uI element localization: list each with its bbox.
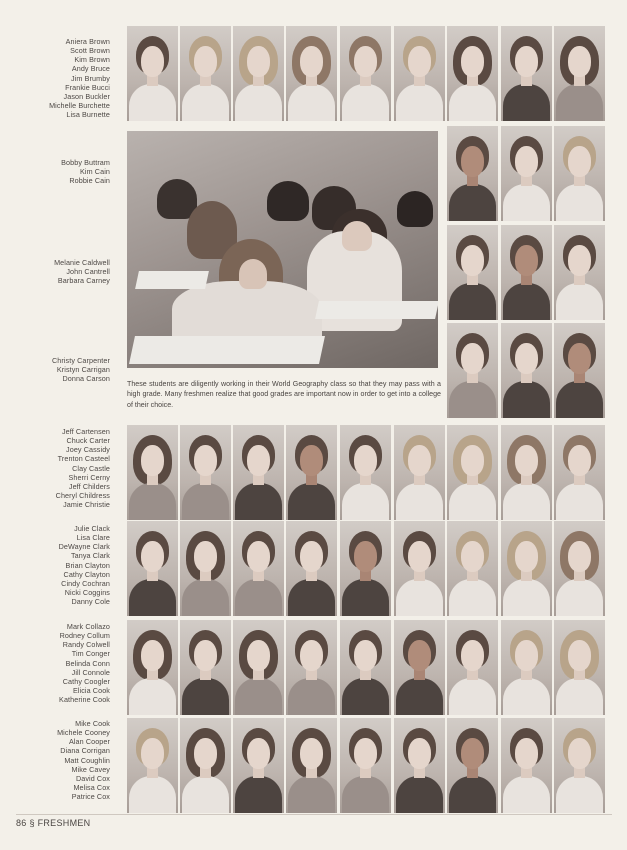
student-name: Matt Coughlin: [64, 755, 110, 765]
student-name: Elicia Cook: [72, 686, 110, 696]
student-portrait: [501, 521, 552, 616]
student-portrait: [447, 323, 498, 418]
student-portrait: [554, 620, 605, 715]
student-portrait: [180, 620, 231, 715]
student-name: Scott Brown: [70, 46, 110, 56]
photo-caption: These students are diligently working in their World Geography class so that they may pass with a high grade. Many freshmen realize that good grades are important now in order to get into a college of their choice.: [127, 380, 441, 409]
student-name: John Cantrell: [66, 267, 110, 277]
classroom-photo: [127, 131, 438, 368]
student-portrait: [340, 521, 391, 616]
student-name: Andy Bruce: [71, 64, 110, 74]
student-name: Danny Cole: [71, 597, 110, 607]
student-name: Jim Brumby: [71, 73, 110, 83]
student-portrait: [127, 521, 178, 616]
names-block-3: [14, 258, 110, 285]
section-title: FRESHMEN: [37, 818, 91, 828]
student-portrait: [447, 26, 498, 121]
student-name: Cathy Clayton: [63, 569, 110, 579]
student-portrait: [340, 425, 391, 520]
student-name: Cathy Coogler: [62, 676, 110, 686]
student-portrait: [233, 425, 284, 520]
student-portrait: [286, 718, 337, 813]
student-name: Joey Cassidy: [66, 445, 110, 455]
student-portrait: [340, 718, 391, 813]
student-name: Randy Colwell: [62, 640, 110, 650]
student-name: Jamie Christie: [63, 500, 110, 510]
student-portrait: [501, 126, 552, 221]
student-portrait: [554, 225, 605, 320]
student-name: Kim Cain: [80, 167, 110, 177]
student-portrait: [394, 718, 445, 813]
student-name: Mike Cavey: [71, 764, 110, 774]
student-name: Nicki Coggins: [64, 588, 110, 598]
student-portrait: [340, 620, 391, 715]
student-name: Cheryl Childress: [55, 491, 110, 501]
names-block-2: [14, 158, 110, 185]
student-portrait: [127, 26, 178, 121]
student-name: Brian Clayton: [65, 560, 110, 570]
student-portrait: [127, 620, 178, 715]
student-portrait: [447, 425, 498, 520]
student-portrait: [127, 718, 178, 813]
student-name: Bobby Buttram: [61, 158, 110, 167]
student-portrait: [180, 718, 231, 813]
student-name: Mark Collazo: [66, 622, 110, 631]
student-name: Michelle Burchette: [49, 101, 110, 111]
student-name: Rodney Collum: [59, 631, 110, 641]
student-portrait: [233, 718, 284, 813]
student-portrait: [180, 26, 231, 121]
student-portrait: [394, 521, 445, 616]
student-portrait: [286, 521, 337, 616]
page-footer: [16, 818, 90, 828]
student-portrait: [233, 620, 284, 715]
student-name: Kristyn Carrigan: [56, 365, 110, 375]
student-portrait: [554, 521, 605, 616]
student-name: Michele Cooney: [57, 728, 110, 738]
student-name: Patrice Cox: [71, 792, 110, 802]
student-name: Katherine Cook: [59, 695, 110, 705]
student-portrait: [447, 718, 498, 813]
student-name: Cindy Cochran: [61, 578, 110, 588]
student-name: Melanie Caldwell: [54, 258, 110, 267]
student-name: Jeff Childers: [68, 481, 110, 491]
student-portrait: [286, 425, 337, 520]
student-portrait: [180, 425, 231, 520]
student-portrait: [233, 521, 284, 616]
student-portrait: [554, 126, 605, 221]
names-block-6: [14, 524, 110, 606]
student-portrait: [394, 425, 445, 520]
student-portrait: [447, 521, 498, 616]
student-portrait: [501, 718, 552, 813]
student-name: Jill Connole: [71, 667, 110, 677]
student-portrait: [554, 425, 605, 520]
student-portrait: [233, 26, 284, 121]
student-portrait: [394, 26, 445, 121]
student-name: Kim Brown: [74, 55, 110, 65]
student-portrait: [501, 225, 552, 320]
student-name: Trenton Casteel: [57, 454, 110, 464]
student-portrait: [554, 323, 605, 418]
student-name: Melisa Cox: [73, 783, 110, 793]
student-name: Alan Cooper: [68, 737, 110, 747]
student-portrait: [447, 620, 498, 715]
student-name: Sherri Cerny: [68, 472, 110, 482]
student-name: Lisa Burnette: [66, 110, 110, 120]
student-name: Frankie Bucci: [65, 82, 110, 92]
student-name: Chuck Carter: [66, 436, 110, 446]
student-portrait: [554, 718, 605, 813]
student-name: Jason Buckler: [63, 91, 110, 101]
names-block-8: [14, 719, 110, 801]
student-portrait: [447, 225, 498, 320]
footer-rule: [16, 814, 612, 815]
student-name: Tim Conger: [71, 649, 110, 659]
student-name: Jeff Cartensen: [61, 427, 110, 436]
student-name: Belinda Conn: [65, 658, 110, 668]
student-name: Christy Carpenter: [51, 356, 110, 365]
student-portrait: [180, 521, 231, 616]
student-portrait: [554, 26, 605, 121]
student-name: Robbie Cain: [69, 176, 110, 186]
student-portrait: [286, 620, 337, 715]
student-portrait: [340, 26, 391, 121]
student-name: Donna Carson: [62, 374, 110, 384]
student-name: Lisa Clare: [76, 533, 110, 543]
student-portrait: [501, 425, 552, 520]
student-name: Aniera Brown: [65, 37, 110, 46]
page-number: 86: [16, 818, 27, 828]
names-block-1: [14, 37, 110, 119]
student-name: Tanya Clark: [70, 551, 110, 561]
student-name: Diana Corrigan: [60, 746, 110, 756]
student-portrait: [447, 126, 498, 221]
student-name: David Cox: [75, 773, 110, 783]
student-name: Mike Cook: [75, 719, 110, 728]
student-portrait: [127, 425, 178, 520]
student-name: Clay Castle: [72, 463, 110, 473]
student-portrait: [501, 26, 552, 121]
student-portrait: [501, 323, 552, 418]
names-block-4: [14, 356, 110, 383]
student-name: Barbara Carney: [57, 276, 110, 286]
names-block-5: [14, 427, 110, 509]
student-name: DeWayne Clark: [58, 542, 110, 552]
section-mark: §: [29, 818, 35, 828]
student-portrait: [501, 620, 552, 715]
names-block-7: [14, 622, 110, 704]
student-portrait: [286, 26, 337, 121]
student-portrait: [394, 620, 445, 715]
student-name: Julie Clack: [74, 524, 110, 533]
